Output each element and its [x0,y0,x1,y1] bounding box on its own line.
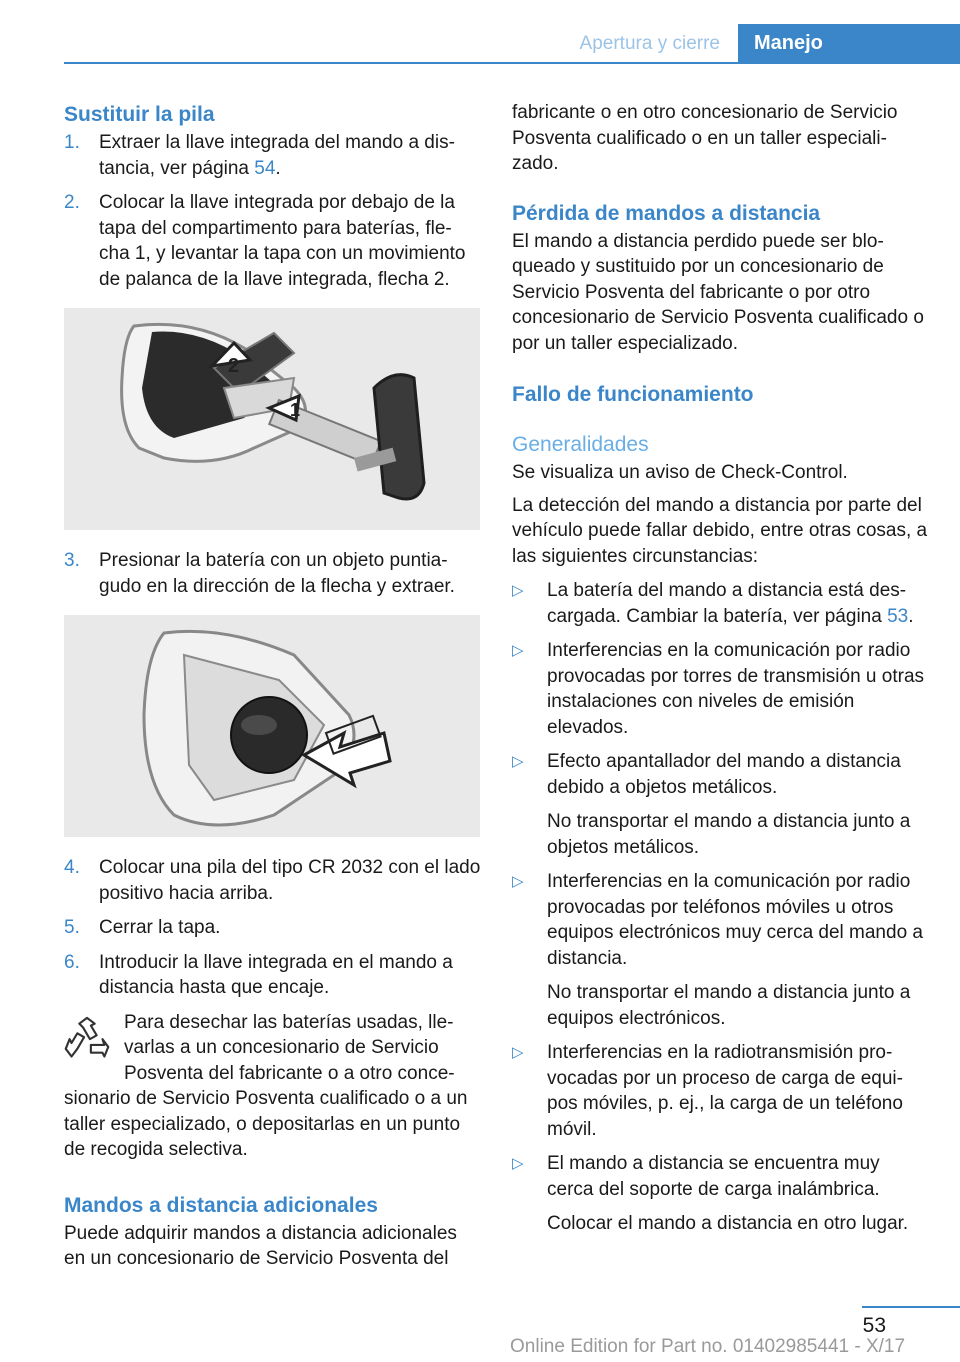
battery-photo [64,615,480,837]
heading-malfunction: Fallo de funcionamiento [512,383,754,406]
detection-text: La detección del mando a distancia por parte del vehículo puede fallar debido, entre otras cosas, a las siguientes circunstancias: [512,494,928,567]
bullet-item [512,638,928,740]
step-number: 3. [64,550,80,571]
key-cover-illustration [64,308,480,530]
step-number: 5. [64,917,80,938]
step-1 [64,130,482,181]
step-number: 2. [64,192,80,213]
step-number: 6. [64,951,80,973]
additional-remotes-text: Puede adquirir mandos a distancia adicionales en un concesionario de Servicio Posventa del [64,1222,457,1269]
bullet-item [512,749,928,860]
page-number: 53 [862,1314,886,1337]
bullet-text: El mando a distancia se encuentra muy cerca del soporte de carga inalámbrica. [547,1153,880,1200]
step-text-end: . [275,157,281,179]
heading-replace-battery: Sustituir la pila [64,103,215,126]
recycling-text: Para desechar las baterías usadas, lle‐ varlas a un concesionario de Servicio Posventa del fabricante o a otro conce‐ sionario de Servicio Posventa cualificado o a un taller especializado, o depositarlas en un punto de recogida selectiva. [64,1011,468,1160]
continued-text: fabricante o en otro concesionario de Servicio Posventa cualificado o en un taller especiali‐ zado. [512,102,898,174]
heading-additional-remotes: Mandos a distancia adicionales [64,1193,378,1217]
header-chapter-tab[interactable]: Manejo [738,24,960,62]
bullet-body [547,869,928,1031]
bullet-arrow-icon: ▷ [512,753,524,770]
right-column [512,100,928,1246]
bullet-body [547,749,928,860]
bullet-arrow-icon: ▷ [512,1155,524,1172]
bullet-note: No transportar el mando a distancia junto a objetos metálicos. [547,811,911,858]
bullet-text: La batería del mando a distancia está des‐ cargada. Cambiar la batería, ver página [547,580,907,627]
recycling-icon [58,1014,116,1072]
bullet-item [512,1151,928,1237]
step-text: Presionar la batería con un objeto puntia‐ gudo en la dirección de la flecha y extraer. [99,550,455,597]
arrow-label-1: 1 [290,400,301,420]
bullet-item [512,869,928,1031]
bullet-arrow-icon: ▷ [512,582,524,599]
bullet-arrow-icon: ▷ [512,873,524,890]
step-number: 4. [64,857,80,878]
bullet-arrow-icon: ▷ [512,642,524,659]
bullet-item [512,578,928,629]
bullet-body [547,1151,928,1237]
bullet-item [512,1040,928,1142]
heading-lost-remotes: Pérdida de mandos a distancia [512,201,821,225]
key-cover-photo [64,308,480,530]
battery-illustration [64,615,480,837]
bullet-note: Colocar el mando a distancia en otro lugar. [547,1213,909,1234]
bullet-text: Interferencias en la comunicación por radio provocadas por torres de transmisión u otras instalaciones con niveles de emisión elevados. [547,640,925,738]
step-3 [64,548,482,599]
arrow-label-2: 2 [228,355,240,377]
step-5 [64,915,482,941]
check-control-text: Se visualiza un aviso de Check-Control. [512,462,848,483]
header-rule [64,62,960,64]
heading-general: Generalidades [512,433,649,456]
bullet-text: Efecto apantallador del mando a distancia debido a objetos metálicos. [547,751,901,798]
step-number: 1. [64,132,80,153]
footer-rule [862,1306,960,1308]
bullet-text: Interferencias en la radiotransmisión pro‐ vocadas por un proceso de carga de equi‐ pos móviles, p. ej., la carga de un teléfono móvil. [547,1042,903,1140]
bullet-text: Interferencias en la comunicación por radio provocadas por teléfonos móviles u otros equipos electrónicos muy cerca del mando a distancia. [547,871,923,969]
bullet-note: No transportar el mando a distancia junto a equipos electrónicos. [547,982,911,1029]
bullet-body [547,578,928,629]
step-text: Colocar la llave integrada por debajo de la tapa del compartimento para baterías, fle‐ cha 1, y levantar la tapa con un movimiento de palanca de la llave integrada, flecha 2. [99,192,466,290]
page-link[interactable]: 53 [887,605,909,627]
step-text-body: Extraer la llave integrada del mando a dis‐ tancia, ver página [99,132,455,179]
header-section-tab[interactable]: Apertura y cierre [579,33,720,54]
recycling-note [64,1010,482,1163]
step-text: Cerrar la tapa. [99,917,221,938]
page-link[interactable]: 54 [254,157,276,179]
step-2 [64,190,482,292]
step-6 [64,950,482,1001]
edition-note: Online Edition for Part no. 01402985441 - X/17 [510,1336,906,1357]
lost-remotes-text: El mando a distancia perdido puede ser blo‐ queado y sustituido por un concesionario de Servicio Posventa del fabricante o por otro concesionario de Servicio Posventa cualificado o por un taller especializado. [512,230,924,354]
bullet-text-end: . [908,605,914,627]
left-column [64,100,482,1272]
step-text [99,130,482,181]
step-4 [64,855,482,906]
step-text: Introducir la llave integrada en el mando a distancia hasta que encaje. [99,951,453,998]
step-text: Colocar una pila del tipo CR 2032 con el lado positivo hacia arriba. [99,857,481,904]
bullet-arrow-icon: ▷ [512,1044,524,1061]
